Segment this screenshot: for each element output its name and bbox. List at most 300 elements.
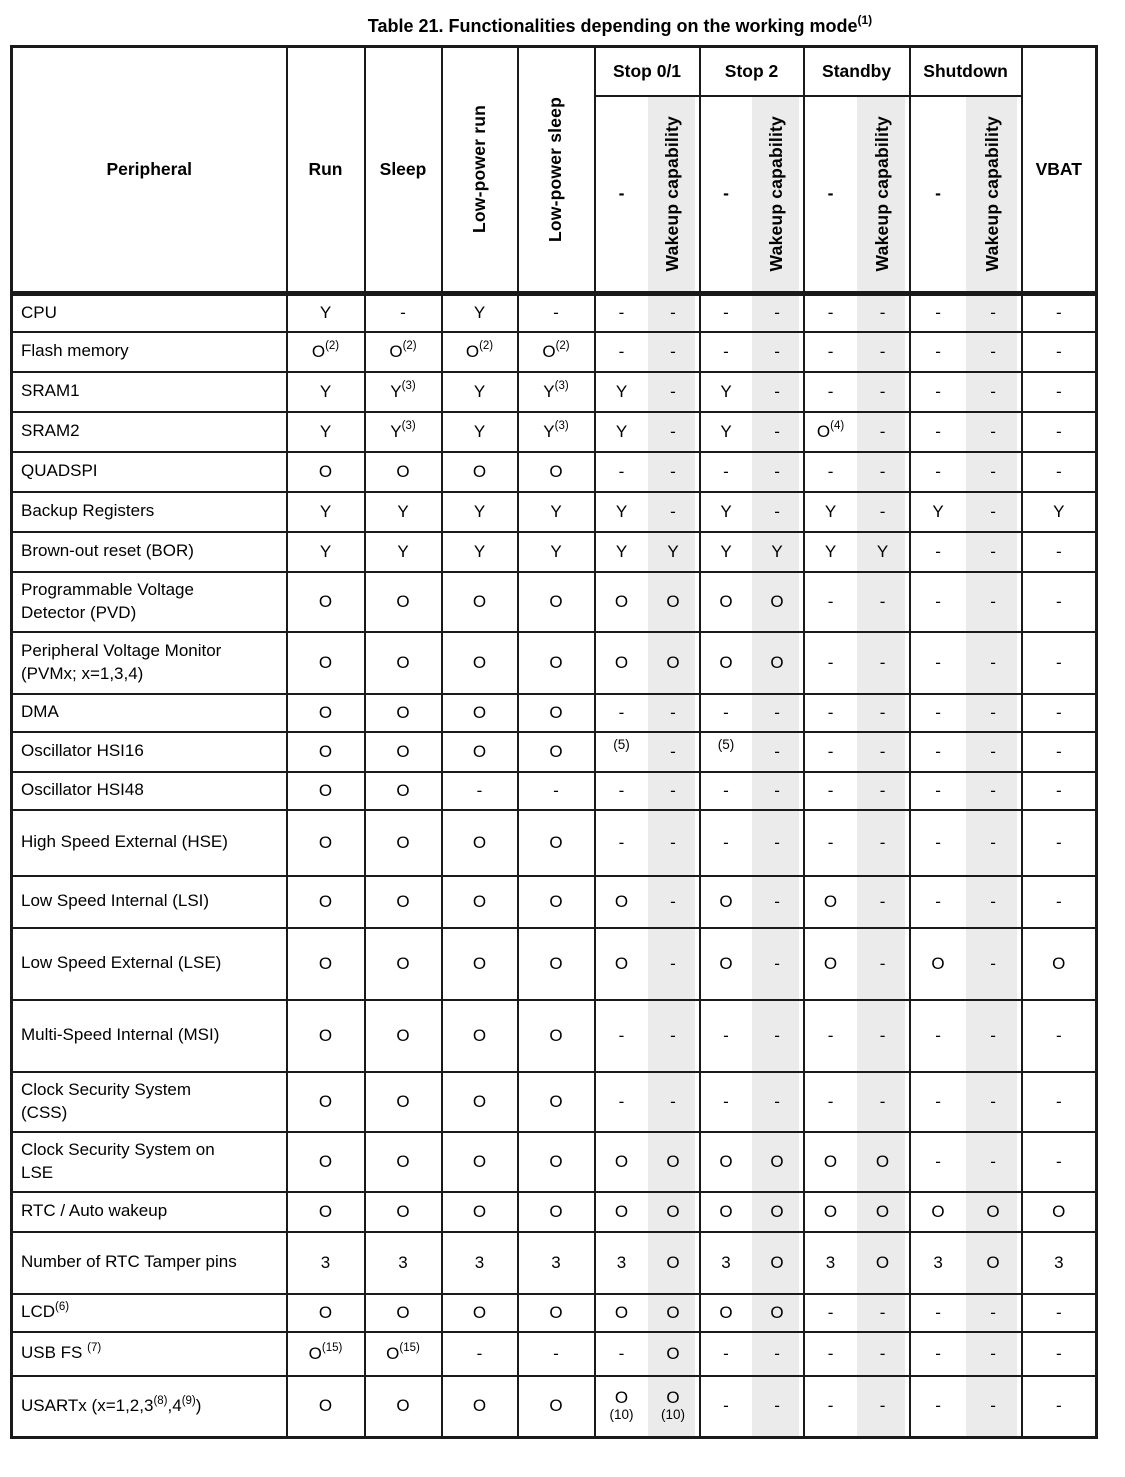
value-cell: O [595,1294,648,1332]
value-cell: O [857,1132,910,1192]
value-cell: O [518,928,595,1000]
column-header-stop01: Stop 0/1 [595,47,700,96]
value-cell: - [966,772,1022,810]
value-cell: O [700,1132,752,1192]
peripheral-name: Low Speed Internal (LSI) [12,876,287,928]
table-row [12,492,1097,532]
value-cell: - [804,1376,857,1438]
value-cell: - [804,732,857,772]
value-cell: O [442,1000,518,1072]
value-cell: - [910,572,966,632]
value-cell: O [365,810,442,876]
value-cell: - [648,452,700,492]
value-cell: O [648,572,700,632]
peripheral-name: Flash memory [12,332,287,372]
column-header-run: Run [287,47,365,294]
value-cell: Y [700,412,752,452]
value-cell: - [365,294,442,332]
subheader-stop2-wakeup-capability [752,96,804,294]
value-cell: (5) [700,732,752,772]
value-cell: O [365,876,442,928]
column-header-standby: Standby [804,47,910,96]
value-cell: - [910,732,966,772]
value-cell: - [1022,732,1097,772]
value-cell: O [804,1132,857,1192]
peripheral-name: USARTx (x=1,2,3$^{(8)}$,4$^{(9)}$) [12,1376,287,1438]
value-cell: O [287,1376,365,1438]
value-cell: - [700,1376,752,1438]
value-cell: - [857,810,910,876]
value-cell: O [804,928,857,1000]
value-cell: - [1022,412,1097,452]
value-cell: 3 [518,1232,595,1294]
value-cell: - [910,332,966,372]
value-cell: - [700,1000,752,1072]
value-cell: - [648,928,700,1000]
table-row [12,1232,1097,1294]
value-cell: - [1022,772,1097,810]
value-cell: O [518,1376,595,1438]
header-group-row [12,47,1097,96]
subheader-shutdown-no-wakeup: - [910,96,966,294]
value-cell: - [1022,876,1097,928]
value-cell: O$^{(15)}$ [287,1332,365,1376]
value-cell: - [1022,572,1097,632]
value-cell: - [700,452,752,492]
value-cell: 3 [804,1232,857,1294]
value-cell: O [442,632,518,694]
column-header-sleep: Sleep [365,47,442,294]
value-cell: - [595,694,648,732]
value-cell: Y$^{(3)}$ [518,372,595,412]
table-row [12,1192,1097,1232]
value-cell: - [648,294,700,332]
value-cell: O (10) [648,1376,700,1438]
table-row [12,632,1097,694]
value-cell: - [752,372,804,412]
table-row [12,1294,1097,1332]
value-cell: - [752,1376,804,1438]
peripheral-name: High Speed External (HSE) [12,810,287,876]
value-cell: - [648,810,700,876]
value-cell: - [804,1294,857,1332]
value-cell: Y [595,532,648,572]
value-cell: O [365,1132,442,1192]
value-cell: - [700,1072,752,1132]
value-cell: - [966,372,1022,412]
value-cell: O$^{(4)}$ [804,412,857,452]
value-cell: - [648,732,700,772]
column-header-low-power-run [442,47,518,294]
value-cell: - [752,694,804,732]
value-cell: O [752,1192,804,1232]
value-cell: - [966,928,1022,1000]
value-cell: - [442,772,518,810]
value-cell: 3 [700,1232,752,1294]
value-cell: Y [287,492,365,532]
value-cell: - [857,1000,910,1072]
value-cell: - [595,1072,648,1132]
value-cell: - [804,452,857,492]
value-cell: O [287,1072,365,1132]
value-cell: O [442,694,518,732]
value-cell: O [518,1192,595,1232]
value-cell: - [857,1376,910,1438]
value-cell: - [1022,694,1097,732]
value-cell: - [648,694,700,732]
value-cell: O [648,1294,700,1332]
value-cell: O [442,928,518,1000]
value-cell: - [1022,1332,1097,1376]
value-cell: - [966,572,1022,632]
value-cell: - [857,1294,910,1332]
low-power-sleep-label: Low-power sleep [545,97,566,242]
value-cell: - [595,294,648,332]
value-cell: O [518,810,595,876]
value-cell: O [966,1192,1022,1232]
value-cell: Y [648,532,700,572]
value-cell: Y [804,492,857,532]
value-cell: O [287,772,365,810]
value-cell: O [595,632,648,694]
value-cell: O [595,876,648,928]
peripheral-name: RTC / Auto wakeup [12,1192,287,1232]
value-cell: - [1022,632,1097,694]
value-cell: O [518,572,595,632]
value-cell: O [287,732,365,772]
value-cell: O [752,1132,804,1192]
peripheral-name: Peripheral Voltage Monitor (PVMx; x=1,3,4) [12,632,287,694]
value-cell: O [442,1294,518,1332]
value-cell: - [752,492,804,532]
value-cell: - [966,1072,1022,1132]
table-title-footnote-marker: (1) [857,13,873,27]
value-cell: - [648,372,700,412]
value-cell: - [857,1072,910,1132]
subheader-standby-no-wakeup: - [804,96,857,294]
table-row [12,1376,1097,1438]
value-cell: O$^{(2)}$ [365,332,442,372]
value-cell: O [365,632,442,694]
value-cell: - [910,632,966,694]
value-cell: Y [442,412,518,452]
peripheral-name: Clock Security System (CSS) [12,1072,287,1132]
value-cell: O (10) [595,1376,648,1438]
value-cell: - [857,1332,910,1376]
value-cell: - [966,732,1022,772]
value-cell: - [804,294,857,332]
value-cell: O [287,632,365,694]
value-cell: - [700,694,752,732]
subheader-stop2-no-wakeup: - [700,96,752,294]
value-cell: 3 [442,1232,518,1294]
value-cell: - [1022,332,1097,372]
peripheral-name: Oscillator HSI16 [12,732,287,772]
table-row [12,332,1097,372]
value-cell: O [518,1294,595,1332]
table-row [12,1332,1097,1376]
value-cell: O [595,1192,648,1232]
value-cell: - [700,1332,752,1376]
value-cell: - [648,1000,700,1072]
table-row [12,294,1097,332]
value-cell: O [287,810,365,876]
value-cell: - [804,1072,857,1132]
table-row [12,532,1097,572]
value-cell: - [648,412,700,452]
value-cell: - [910,694,966,732]
table-title [0,0,1125,45]
value-cell: Y [442,492,518,532]
value-cell: - [595,332,648,372]
wakeup-capability-label: Wakeup capability [871,116,892,272]
value-cell: - [857,452,910,492]
value-cell: O [518,876,595,928]
value-cell: Y [595,412,648,452]
value-cell: Y [1022,492,1097,532]
subheader-stop01-wakeup-capability [648,96,700,294]
value-cell: - [1022,294,1097,332]
value-cell: - [804,632,857,694]
value-cell: Y [287,372,365,412]
value-cell: - [648,876,700,928]
value-cell: O [700,928,752,1000]
value-cell: - [595,452,648,492]
value-cell: Y [442,294,518,332]
value-cell: - [752,452,804,492]
peripheral-name: QUADSPI [12,452,287,492]
column-header-vbat: VBAT [1022,47,1097,294]
wakeup-capability-label: Wakeup capability [662,116,683,272]
value-cell: - [857,332,910,372]
peripheral-name: Low Speed External (LSE) [12,928,287,1000]
value-cell: - [857,572,910,632]
value-cell: O [910,1192,966,1232]
value-cell: O [700,876,752,928]
value-cell: - [966,810,1022,876]
table-title-text: Table 21. Functionalities depending on the working mode [367,16,858,36]
value-cell: O [287,694,365,732]
value-cell: - [857,732,910,772]
value-cell: O [648,632,700,694]
table-row [12,372,1097,412]
value-cell: - [966,294,1022,332]
value-cell: - [804,572,857,632]
value-cell: - [910,876,966,928]
value-cell: - [910,1376,966,1438]
value-cell: - [700,332,752,372]
value-cell: Y$^{(3)}$ [365,412,442,452]
value-cell: - [966,332,1022,372]
value-cell: O [442,572,518,632]
value-cell: O [365,1192,442,1232]
table-row [12,876,1097,928]
value-cell: - [910,294,966,332]
value-cell: O [595,572,648,632]
value-cell: O$^{(2)}$ [518,332,595,372]
value-cell: O [518,1132,595,1192]
value-cell: O [365,694,442,732]
value-cell: O [518,452,595,492]
value-cell: Y [910,492,966,532]
value-cell: - [752,332,804,372]
value-cell: - [648,772,700,810]
value-cell: - [804,372,857,412]
value-cell: - [804,772,857,810]
table-body [12,294,1097,1438]
value-cell: - [804,810,857,876]
peripheral-name: Clock Security System on LSE [12,1132,287,1192]
value-cell: - [857,294,910,332]
value-cell: - [966,452,1022,492]
value-cell: O [442,452,518,492]
value-cell: Y [287,532,365,572]
value-cell: (5) [595,732,648,772]
value-cell: O [442,1132,518,1192]
value-cell: - [752,732,804,772]
table-row [12,1072,1097,1132]
value-cell: - [966,694,1022,732]
value-cell: Y [857,532,910,572]
value-cell: O [648,1332,700,1376]
value-cell: O [518,732,595,772]
wakeup-capability-label: Wakeup capability [766,116,787,272]
table-row [12,1000,1097,1072]
value-cell: - [910,452,966,492]
value-cell: - [910,1000,966,1072]
value-cell: - [1022,372,1097,412]
value-cell: - [700,772,752,810]
value-cell: O [752,632,804,694]
value-cell: - [910,1072,966,1132]
value-cell: - [966,1132,1022,1192]
value-cell: - [910,1132,966,1192]
value-cell: O [442,876,518,928]
value-cell: Y [752,532,804,572]
table-row [12,772,1097,810]
value-cell: Y [518,492,595,532]
value-cell: - [804,694,857,732]
value-cell: - [966,1294,1022,1332]
value-cell: O [700,1294,752,1332]
wakeup-capability-label: Wakeup capability [982,116,1003,272]
value-cell: O [365,1000,442,1072]
value-cell: - [857,492,910,532]
value-cell: - [910,372,966,412]
value-cell: O [287,928,365,1000]
value-cell: - [518,294,595,332]
value-cell: 3 [365,1232,442,1294]
value-cell: O [910,928,966,1000]
value-cell: O [365,1376,442,1438]
value-cell: O [804,876,857,928]
peripheral-name: Backup Registers [12,492,287,532]
value-cell: O [518,1000,595,1072]
value-cell: - [804,1000,857,1072]
value-cell: - [966,1332,1022,1376]
value-cell: Y [595,372,648,412]
peripheral-name: USB FS $^{(7)}$ [12,1332,287,1376]
value-cell: - [648,332,700,372]
value-cell: - [595,810,648,876]
value-cell: O [648,1192,700,1232]
value-cell: Y [804,532,857,572]
value-cell: O [804,1192,857,1232]
value-cell: - [1022,1072,1097,1132]
value-cell: O [648,1132,700,1192]
value-cell: - [595,1000,648,1072]
value-cell: Y [365,532,442,572]
value-cell: - [700,294,752,332]
value-cell: O [442,732,518,772]
value-cell: - [804,1332,857,1376]
value-cell: O [365,1294,442,1332]
peripheral-name: Programmable Voltage Detector (PVD) [12,572,287,632]
value-cell: - [966,412,1022,452]
peripheral-name: LCD$^{(6)}$ [12,1294,287,1332]
value-cell: - [910,412,966,452]
peripheral-name: DMA [12,694,287,732]
value-cell: O [518,1072,595,1132]
table-row [12,694,1097,732]
value-cell: Y [287,412,365,452]
value-cell: O [442,1376,518,1438]
value-cell: O$^{(15)}$ [365,1332,442,1376]
value-cell: - [966,532,1022,572]
value-cell: - [1022,1000,1097,1072]
peripheral-name: SRAM2 [12,412,287,452]
value-cell: Y [700,372,752,412]
value-cell: Y$^{(3)}$ [518,412,595,452]
value-cell: - [857,694,910,732]
value-cell: - [966,492,1022,532]
peripheral-name: Oscillator HSI48 [12,772,287,810]
value-cell: Y [442,372,518,412]
peripheral-name: SRAM1 [12,372,287,412]
subheader-standby-wakeup-capability [857,96,910,294]
value-cell: - [700,810,752,876]
peripheral-name: Brown-out reset (BOR) [12,532,287,572]
value-cell: O [365,732,442,772]
value-cell: O [365,772,442,810]
value-cell: O [518,694,595,732]
value-cell: O [752,1232,804,1294]
value-cell: Y [595,492,648,532]
value-cell: - [1022,1132,1097,1192]
value-cell: O [518,632,595,694]
value-cell: - [752,294,804,332]
value-cell: O [857,1192,910,1232]
table-header [12,47,1097,294]
value-cell: O [287,1192,365,1232]
value-cell: - [648,1072,700,1132]
value-cell: O [287,1000,365,1072]
value-cell: Y [442,532,518,572]
value-cell: Y [287,294,365,332]
value-cell: - [442,1332,518,1376]
table-row [12,810,1097,876]
value-cell: O [700,632,752,694]
value-cell: - [910,772,966,810]
table-row [12,452,1097,492]
column-header-shutdown: Shutdown [910,47,1022,96]
value-cell: 3 [1022,1232,1097,1294]
value-cell: - [752,1072,804,1132]
value-cell: - [595,1332,648,1376]
table-row [12,928,1097,1000]
value-cell: O [1022,928,1097,1000]
value-cell: - [857,632,910,694]
